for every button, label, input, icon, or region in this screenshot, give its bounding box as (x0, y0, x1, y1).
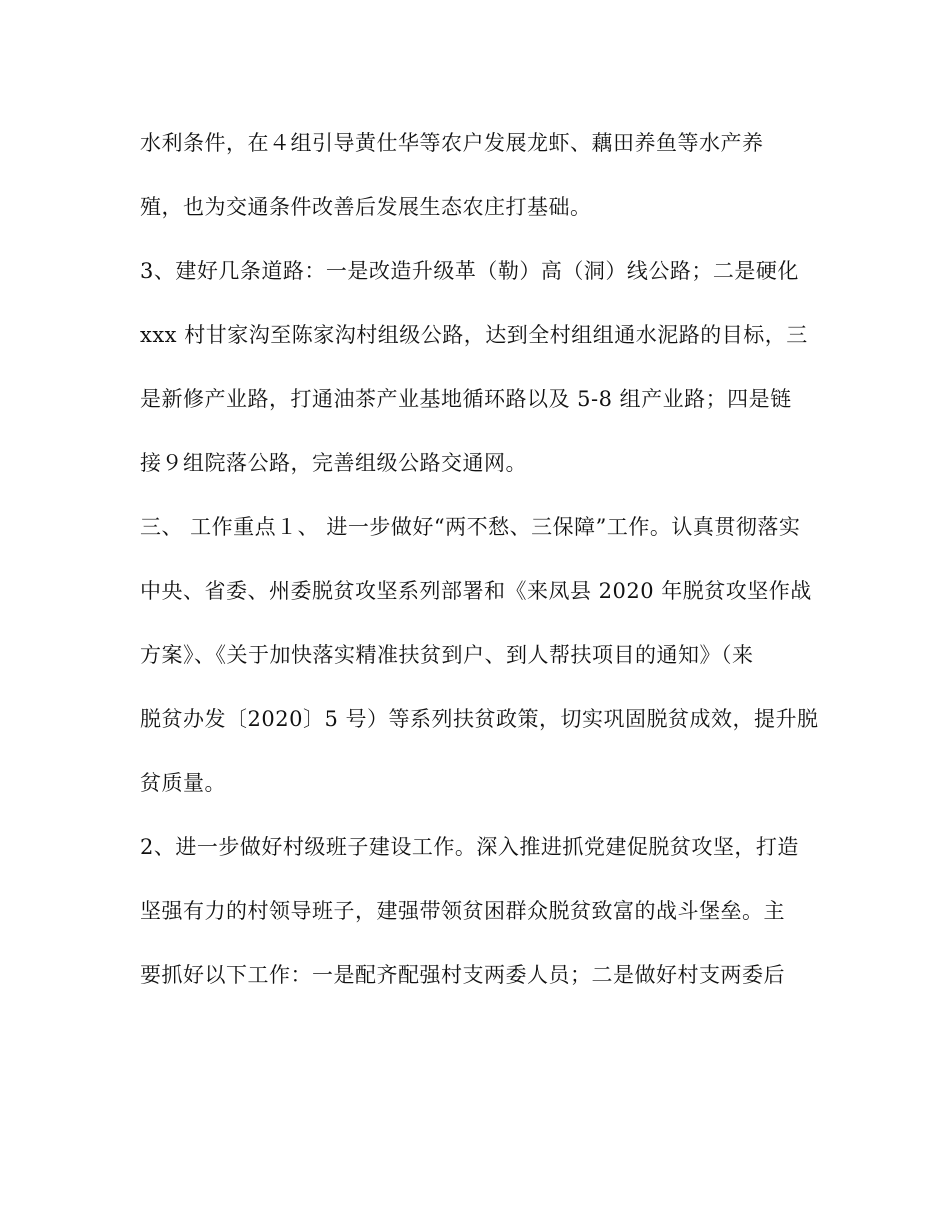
text-line: 是新修产业路，打通油茶产业基地循环路以及 5-8 组产业路；四是链 (140, 387, 792, 411)
text-line: 坚强有力的村领导班子，建强带领贫困群众脱贫致富的战斗堡垒。主 (140, 899, 785, 923)
text-line: 要抓好以下工作：一是配齐配强村支两委人员；二是做好村支两委后 (140, 963, 785, 987)
text-line: 水利条件，在４组引导黄仕华等农户发展龙虾、藕田养鱼等水产养 (140, 131, 764, 155)
document-body (140, 123, 820, 995)
text-line: 方案》、《关于加快落实精准扶贫到户、到人帮扶项目的通知》（来 (140, 643, 754, 667)
text-line: 接９组院落公路，完善组级公路交通网。 (140, 451, 527, 475)
line-spacing (140, 675, 820, 699)
line-spacing (140, 867, 820, 891)
line-spacing (140, 803, 820, 827)
line-spacing (140, 611, 820, 635)
line-spacing (140, 163, 820, 187)
line-spacing (140, 739, 820, 763)
text-line: 3、建好几条道路：一是改造升级革（勒）高（洞）线公路；二是硬化 (140, 259, 799, 283)
text-line: 中央、省委、州委脱贫攻坚系列部署和《来凤县 2020 年脱贫攻坚作战 (140, 579, 812, 603)
line-spacing (140, 547, 820, 571)
line-spacing (140, 355, 820, 379)
line-spacing (140, 291, 820, 315)
text-line: 脱贫办发〔2020〕5 号）等系列扶贫政策，切实巩固脱贫成效，提升脱 (140, 707, 819, 731)
text-line: 殖，也为交通条件改善后发展生态农庄打基础。 (140, 195, 592, 219)
line-spacing (140, 483, 820, 507)
text-line: xxx 村甘家沟至陈家沟村组级公路，达到全村组组通水泥路的目标，三 (140, 323, 808, 347)
line-spacing (140, 227, 820, 251)
line-spacing (140, 419, 820, 443)
text-line: 贫质量。 (140, 771, 226, 795)
line-spacing (140, 931, 820, 955)
text-line: 三、 工作重点１、 进一步做好“两不愁、三保障”工作。认真贯彻落实 (140, 515, 801, 539)
text-line: 2、进一步做好村级班子建设工作。深入推进抓党建促脱贫攻坚，打造 (140, 835, 799, 859)
